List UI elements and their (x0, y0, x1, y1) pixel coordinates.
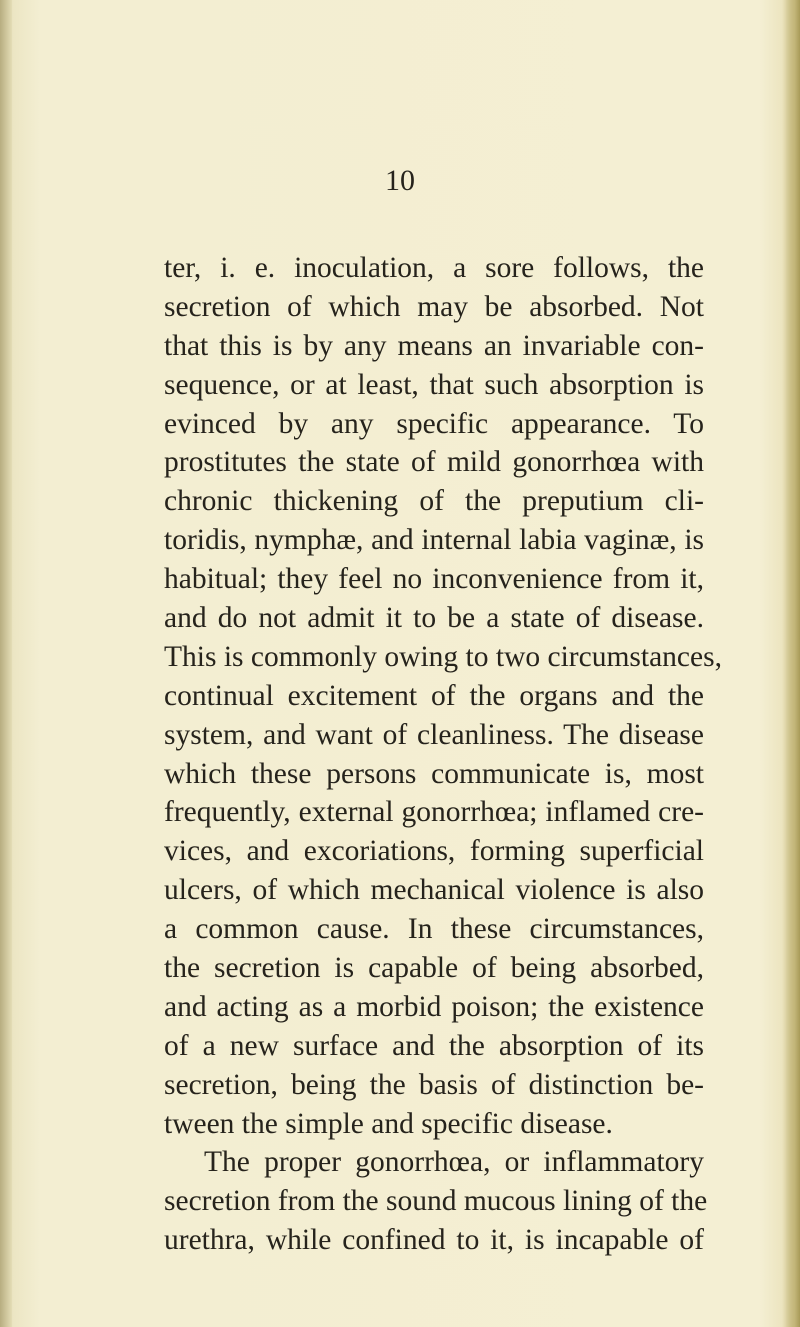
text-line: system, and want of cleanliness. The disease (164, 718, 704, 751)
page-gutter-edge (0, 0, 12, 1327)
text-line: frequently, external gonorrhœa; inflamed cre- (164, 796, 704, 829)
text-line: a common cause. In these circumstances, (164, 913, 704, 946)
text-line: and do not admit it to be a state of disease. (164, 602, 704, 635)
text-line: vices, and excoriations, forming superficial (164, 835, 704, 868)
text-line: tween the simple and specific disease. (164, 1107, 613, 1140)
text-line: evinced by any specific appearance. To (164, 407, 704, 440)
text-line: which these persons communicate is, most (164, 757, 704, 790)
text-line: and acting as a morbid poison; the existence (164, 990, 704, 1023)
text-line: of a new surface and the absorption of its (164, 1029, 704, 1062)
text-line: secretion, being the basis of distinction be- (164, 1068, 704, 1101)
text-line: that this is by any means an invariable con- (164, 329, 704, 362)
text-line: ter, i. e. inoculation, a sore follows, the (164, 252, 704, 284)
text-line: the secretion is capable of being absorbed, (164, 952, 704, 985)
text-line: prostitutes the state of mild gonorrhœa with (164, 446, 704, 479)
text-line: ulcers, of which mechanical violence is also (164, 874, 704, 907)
text-line: sequence, or at least, that such absorption is (164, 368, 704, 401)
page-outer-edge (782, 0, 800, 1327)
body-text (164, 249, 722, 1260)
text-line: continual excitement of the organs and the (164, 679, 704, 712)
text-line: secretion from the sound mucous lining of the (164, 1185, 708, 1218)
text-line: toridis, nymphæ, and internal labia vaginæ, is (164, 524, 704, 557)
text-line: habitual; they feel no inconvenience from it, (164, 563, 704, 596)
text-line: This is commonly owing to two circumstances, (164, 640, 722, 673)
text-line: chronic thickening of the preputium cli- (164, 485, 704, 518)
page-number: 10 (385, 164, 415, 197)
text-line: secretion of which may be absorbed. Not (164, 290, 704, 323)
text-line: urethra, while confined to it, is incapable of (164, 1224, 704, 1257)
paragraph-start-line: The proper gonorrhœa, or inflammatory (204, 1146, 704, 1179)
